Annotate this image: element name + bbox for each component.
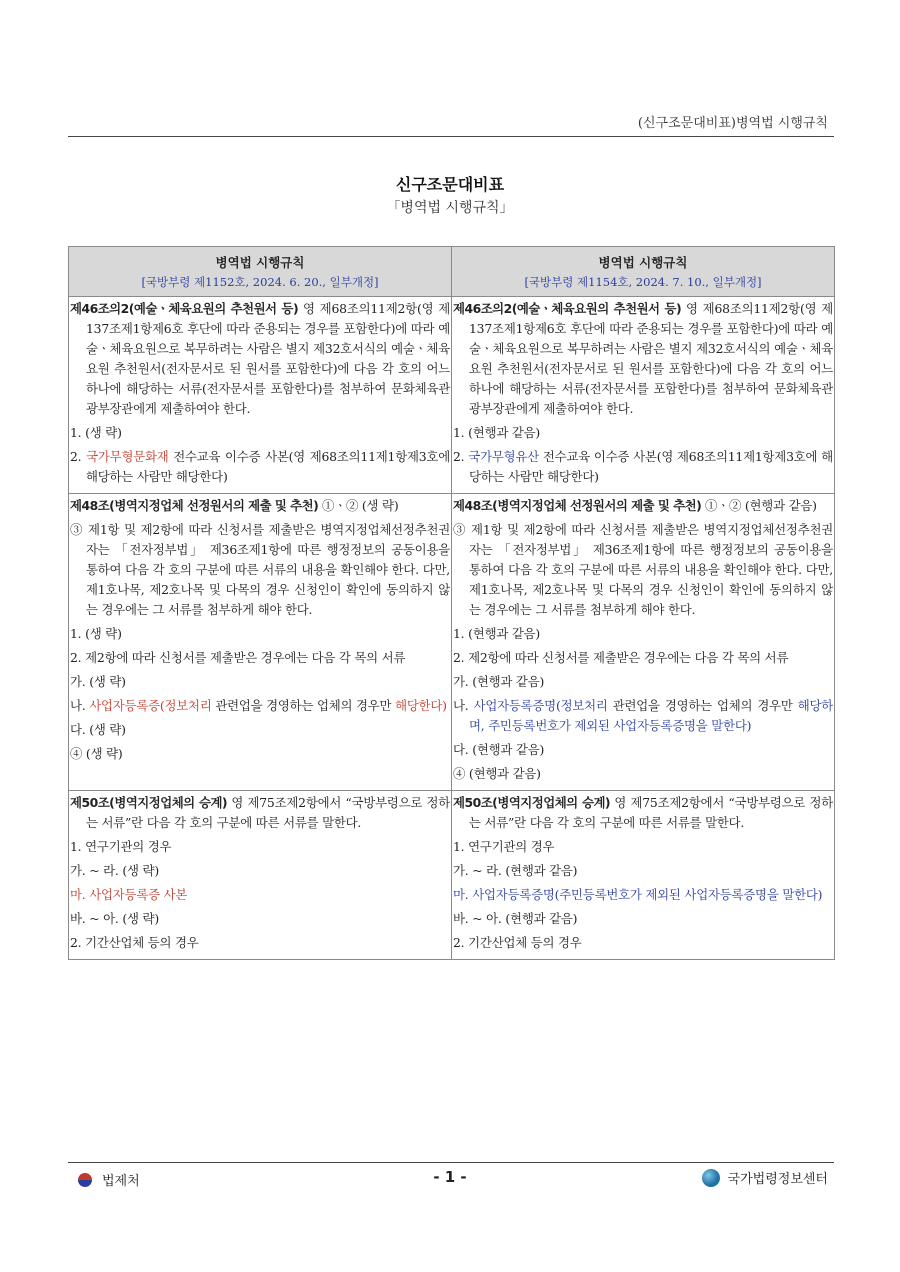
right-column-version: [국방부령 제1154호, 2024. 7. 10., 일부개정] [524, 275, 762, 289]
article-paragraph [70, 496, 450, 516]
new-cell-art50 [452, 791, 835, 960]
sub-item: 다. (생 략) [70, 722, 126, 737]
sub-item: 가. (생 략) [70, 674, 126, 689]
table-row [69, 494, 835, 791]
amended-text: 사업자등록증명( [473, 698, 561, 713]
new-cell-art46-2 [452, 297, 835, 494]
deleted-text: 사업자등록증( [89, 698, 165, 713]
article-paragraph [70, 793, 450, 833]
sub-item: 가. (현행과 같음) [453, 674, 545, 689]
deleted-text: 해당한다) [395, 698, 447, 713]
table-row [69, 791, 835, 960]
list-item: 2. 기간산업체 등의 경우 [70, 935, 199, 950]
item-number: 2. [70, 449, 87, 464]
item-text: 관련업을 경영하는 업체의 경우만 [211, 698, 396, 713]
list-item: 1. 연구기관의 경우 [70, 839, 172, 854]
article-paragraph [453, 793, 833, 833]
left-column-version: [국방부령 제1152호, 2024. 6. 20., 일부개정] [141, 275, 379, 289]
left-column-title: 병역법 시행규칙 [215, 255, 305, 270]
list-item: 2. 제2항에 따라 신청서를 제출받은 경우에는 다음 각 목의 서류 [70, 650, 406, 665]
article-heading: 제48조(병역지정업체 선정원서의 제출 및 추천) [70, 498, 319, 513]
sub-item [70, 696, 450, 716]
footer-left-label: 법제처 [102, 1174, 140, 1189]
sub-item: 바. ~ 아. (현행과 같음) [453, 911, 578, 926]
article-body: ①ㆍ② (생 략) [318, 498, 399, 513]
table-row [69, 297, 835, 494]
article-heading: 제48조(병역지정업체 선정원서의 제출 및 추천) [453, 498, 702, 513]
list-item: 1. (현행과 같음) [453, 626, 541, 641]
header-divider [68, 136, 834, 137]
amended-text: 해당하며, 주민등록번호가 제외된 사업자등록증명을 말한다) [469, 698, 833, 733]
item-number: 2. [453, 449, 469, 464]
running-header: (신구조문대비표)병역법 시행규칙 [637, 116, 828, 131]
deleted-text: 국가무형문화재 [86, 449, 169, 464]
footer-right-label: 국가법령정보센터 [727, 1172, 828, 1187]
list-item: 2. 기간산업체 등의 경우 [453, 935, 582, 950]
list-item: 2. 제2항에 따라 신청서를 제출받은 경우에는 다음 각 목의 서류 [453, 650, 789, 665]
table-header-row [69, 247, 835, 297]
list-item [70, 447, 450, 487]
paragraph-3: ③ 제1항 및 제2항에 따라 신청서를 제출받은 병역지정업체선정추천권자는 「전자정부법」 제36조제1항에 따른 행정정보의 공동이용을 통하여 다음 각 호의 구분에 따른 서류의 내용을 확인해야 한다. 다만, 제1호나목, 제2호나목 및 다목의 경우 신청인이 확인에 동의하지 않는 경우에는 그 서류를 첨부하게 해야 한다. [70, 522, 450, 617]
new-cell-art48 [452, 494, 835, 791]
document-title: 신구조문대비표 [395, 175, 505, 194]
list-item: 1. (현행과 같음) [453, 425, 541, 440]
list-item: 1. (생 략) [70, 626, 122, 641]
article-heading: 제50조(병역지정업체의 승계) [453, 795, 611, 810]
amended-text: 국가무형유산 [468, 449, 539, 464]
sub-item: 가. ~ 라. (현행과 같음) [453, 863, 578, 878]
left-column-header [69, 247, 452, 297]
paragraph-4: ④ (생 략) [70, 746, 123, 761]
article-paragraph [70, 299, 450, 419]
list-item: 1. 연구기관의 경우 [453, 839, 555, 854]
sub-item: 다. (현행과 같음) [453, 742, 545, 757]
item-number: 나. [70, 698, 90, 713]
old-cell-art48 [69, 494, 452, 791]
comparison-table [68, 246, 835, 960]
article-heading: 제46조의2(예술ㆍ체육요원의 추천원서 등) [453, 301, 682, 316]
deleted-text: 정보처리 [164, 698, 212, 713]
list-item [453, 447, 833, 487]
paragraph-4: ④ (현행과 같음) [453, 766, 541, 781]
footer-right [702, 1168, 828, 1187]
article-body: 영 제68조의11제2항(영 제137조제1항제6호 후단에 따라 준용되는 경우를 포함한다)에 따라 예술ㆍ체육요원으로 복무하려는 사람은 별지 제32호서식의 예술ㆍ체육요원 추천원서(전자문서로 된 원서를 포함한다)에 다음 각 호의 어느 하나에 해당하는 서류(전자문서를 포함한다)를 첨부하여 문화체육관광부장관에게 제출하여야 한다. [469, 301, 834, 416]
right-column-title: 병역법 시행규칙 [598, 255, 688, 270]
article-paragraph [453, 496, 833, 516]
article-body: 영 제68조의11제2항(영 제137조제1항제6호 후단에 따라 준용되는 경우를 포함한다)에 따라 예술ㆍ체육요원으로 복무하려는 사람은 별지 제32호서식의 예술ㆍ체육요원 추천원서(전자문서로 된 원서를 포함한다)에 다음 각 호의 어느 하나에 해당하는 서류(전자문서를 포함한다)를 첨부하여 문화체육관광부장관에게 제출하여야 한다. [86, 301, 451, 416]
amended-text: 정보처리 [560, 698, 608, 713]
list-item: 1. (생 략) [70, 425, 122, 440]
item-number: 나. [453, 698, 474, 713]
old-cell-art50 [69, 791, 452, 960]
right-column-header [452, 247, 835, 297]
sub-item: 바. ~ 아. (생 략) [70, 911, 159, 926]
sub-item [453, 696, 833, 736]
article-heading: 제46조의2(예술ㆍ체육요원의 추천원서 등) [70, 301, 299, 316]
item-text: 관련업을 경영하는 업체의 경우만 [607, 698, 798, 713]
law-center-logo-icon [702, 1169, 720, 1187]
old-cell-art46-2 [69, 297, 452, 494]
footer-divider [68, 1162, 834, 1163]
paragraph-3: ③ 제1항 및 제2항에 따라 신청서를 제출받은 병역지정업체선정추천권자는 「전자정부법」 제36조제1항에 따른 행정정보의 공동이용을 통하여 다음 각 호의 구분에 따른 서류의 내용을 확인해야 한다. 다만, 제1호나목, 제2호나목 및 다목의 경우 신청인이 확인에 동의하지 않는 경우에는 그 서류를 첨부하게 해야 한다. [453, 522, 833, 617]
item-text: 전수교육 이수증 사본(영 제68조의11제1항제3호에 해당하는 사람만 해당한다) [469, 449, 833, 484]
amended-sub-item: 마. 사업자등록증명(주민등록번호가 제외된 사업자등록증명을 말한다) [453, 887, 823, 902]
article-heading: 제50조(병역지정업체의 승계) [70, 795, 228, 810]
deleted-sub-item: 마. 사업자등록증 사본 [70, 887, 188, 902]
article-body: ①ㆍ② (현행과 같음) [701, 498, 817, 513]
item-text: 전수교육 이수증 사본(영 제68조의11제1항제3호에 해당하는 사람만 해당한다) [86, 449, 450, 484]
article-paragraph [453, 299, 833, 419]
sub-item: 가. ~ 라. (생 략) [70, 863, 159, 878]
article-body: 영 제75조제2항에서 “국방부령으로 정하는 서류”란 다음 각 호의 구분에 따른 서류를 말한다. [469, 795, 834, 830]
page-number: - 1 - [433, 1168, 467, 1186]
document-subtitle: 「병역법 시행규칙」 [386, 200, 514, 216]
article-body: 영 제75조제2항에서 “국방부령으로 정하는 서류”란 다음 각 호의 구분에 따른 서류를 말한다. [86, 795, 451, 830]
